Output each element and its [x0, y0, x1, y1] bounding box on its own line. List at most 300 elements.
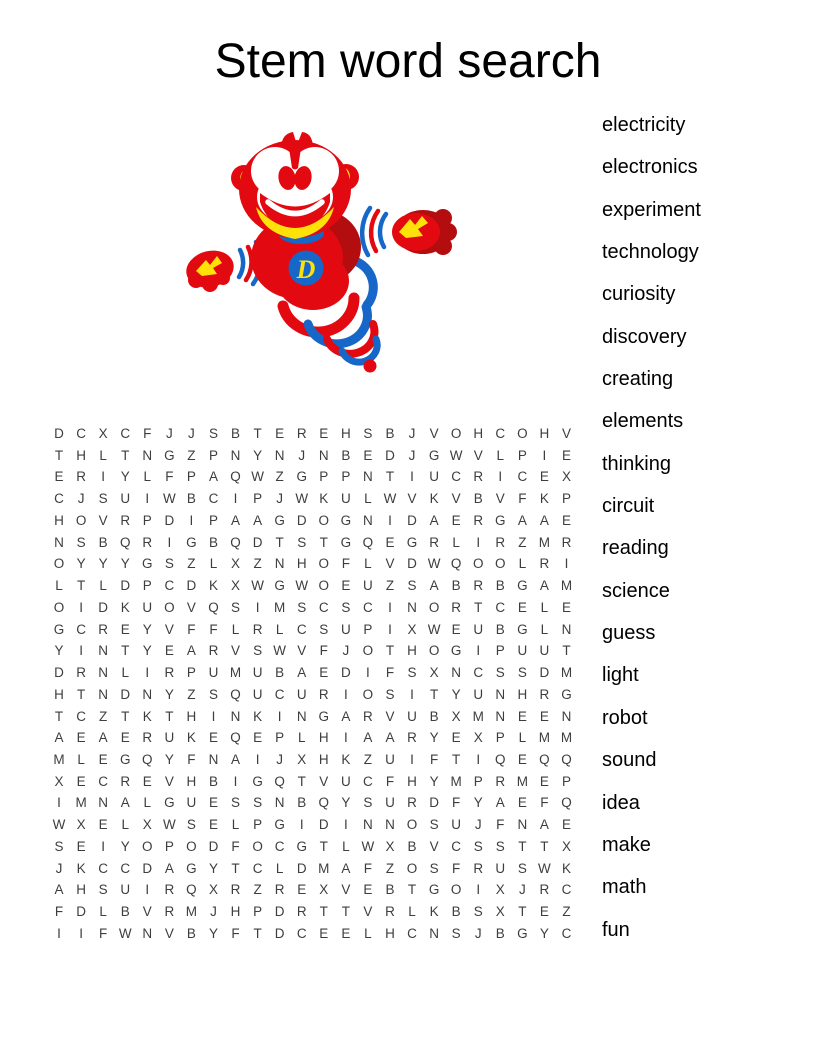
- grid-letter: G: [561, 686, 572, 702]
- grid-letter: K: [429, 491, 439, 507]
- page-title: Stem word search: [214, 35, 602, 88]
- grid-letter: Y: [164, 752, 174, 768]
- grid-letter: V: [451, 491, 461, 507]
- grid-letter: Y: [164, 686, 174, 702]
- grid-letter: I: [410, 469, 414, 485]
- grid-letter: M: [560, 730, 573, 746]
- grid-letter: E: [319, 925, 329, 941]
- grid-letter: C: [76, 621, 86, 637]
- grid-letter: Y: [341, 795, 351, 811]
- grid-letter: S: [473, 838, 483, 854]
- grid-letter: T: [452, 752, 461, 768]
- grid-letter: A: [120, 795, 130, 811]
- word-list-item: electricity: [602, 114, 686, 136]
- grid-letter: H: [407, 773, 417, 789]
- grid-letter: G: [186, 860, 197, 876]
- grid-letter: X: [76, 817, 86, 833]
- grid-letter: G: [274, 817, 285, 833]
- grid-letter: L: [99, 578, 107, 594]
- grid-letter: V: [164, 621, 174, 637]
- grid-letter: C: [363, 773, 373, 789]
- grid-letter: D: [252, 534, 263, 550]
- grid-letter: R: [274, 882, 285, 898]
- grid-letter: R: [120, 512, 131, 528]
- grid-letter: N: [98, 795, 109, 811]
- grid-letter: R: [76, 469, 86, 485]
- grid-letter: I: [255, 599, 260, 615]
- grid-letter: M: [53, 752, 65, 768]
- word-list-item: circuit: [602, 495, 655, 518]
- grid-letter: O: [318, 578, 330, 594]
- grid-letter: U: [340, 491, 351, 507]
- grid-row: [48, 510, 578, 532]
- grid-letter: N: [561, 621, 572, 637]
- grid-letter: P: [561, 491, 571, 507]
- grid-letter: R: [98, 621, 109, 637]
- grid-letter: Y: [120, 469, 130, 485]
- grid-letter: P: [517, 447, 527, 463]
- grid-letter: U: [363, 578, 373, 594]
- grid-letter: I: [299, 817, 304, 833]
- grid-letter: I: [145, 491, 150, 507]
- grid-letter: B: [451, 904, 461, 920]
- grid-letter: F: [209, 621, 218, 637]
- grid-letter: B: [186, 491, 196, 507]
- grid-letter: N: [142, 686, 153, 702]
- grid-letter: F: [231, 925, 240, 941]
- grid-letter: I: [388, 599, 392, 615]
- grid-letter: C: [561, 882, 572, 898]
- grid-letter: E: [363, 882, 373, 898]
- grid-letter: R: [76, 665, 86, 681]
- grid-letter: X: [54, 773, 64, 789]
- grid-letter: A: [98, 730, 108, 746]
- grid-letter: P: [142, 578, 152, 594]
- grid-letter: P: [363, 621, 373, 637]
- grid-letter: J: [342, 643, 350, 659]
- grid-letter: A: [341, 708, 351, 724]
- grid-letter: O: [428, 643, 440, 659]
- grid-letter: L: [518, 730, 527, 746]
- grid-letter: N: [429, 925, 439, 941]
- grid-letter: L: [231, 817, 240, 833]
- grid-letter: G: [428, 447, 440, 463]
- grid-letter: R: [495, 773, 506, 789]
- grid-letter: B: [495, 621, 505, 637]
- grid-row: [48, 771, 578, 793]
- grid-letter: C: [76, 708, 86, 724]
- grid-letter: R: [208, 643, 219, 659]
- grid-letter: B: [98, 534, 108, 550]
- grid-letter: L: [496, 447, 505, 463]
- grid-letter: C: [54, 491, 64, 507]
- grid-letter: A: [231, 512, 241, 528]
- grid-letter: E: [517, 708, 527, 724]
- grid-letter: N: [517, 817, 528, 833]
- grid-letter: M: [185, 904, 198, 920]
- grid-letter: S: [231, 795, 241, 811]
- grid-letter: I: [366, 665, 370, 681]
- mascot-chest-letter: D: [296, 255, 316, 284]
- grid-letter: F: [319, 643, 328, 659]
- grid-letter: E: [517, 795, 527, 811]
- grid-letter: E: [54, 469, 64, 485]
- grid-letter: B: [495, 925, 505, 941]
- grid-letter: G: [406, 534, 418, 550]
- grid-letter: N: [495, 708, 506, 724]
- grid-letter: C: [363, 599, 373, 615]
- word-list-item: science: [602, 579, 670, 602]
- grid-letter: B: [275, 665, 285, 681]
- grid-letter: V: [98, 512, 108, 528]
- grid-letter: I: [476, 752, 481, 768]
- grid-letter: S: [341, 599, 351, 615]
- grid-letter: R: [495, 534, 506, 550]
- grid-letter: I: [410, 686, 414, 702]
- grid-letter: L: [540, 621, 549, 637]
- grid-letter: T: [319, 838, 328, 854]
- grid-letter: E: [142, 773, 152, 789]
- grid-letter: U: [252, 665, 263, 681]
- grid-letter: G: [274, 578, 285, 594]
- grid-letter: O: [186, 838, 197, 854]
- grid-letter: Z: [187, 686, 196, 702]
- grid-letter: E: [561, 599, 571, 615]
- grid-letter: D: [274, 904, 285, 920]
- grid-letter: S: [164, 556, 174, 572]
- mascot-chest-emblem: [289, 251, 324, 286]
- grid-letter: B: [208, 534, 218, 550]
- grid-letter: N: [495, 686, 506, 702]
- grid-row: [48, 532, 578, 554]
- grid-letter: I: [388, 621, 392, 637]
- grid-letter: D: [208, 838, 219, 854]
- grid-letter: N: [54, 534, 64, 550]
- word-list-item: reading: [602, 537, 669, 560]
- grid-letter: L: [518, 556, 527, 572]
- grid-letter: M: [229, 665, 242, 681]
- grid-letter: B: [385, 882, 395, 898]
- grid-letter: B: [186, 925, 196, 941]
- grid-letter: V: [473, 447, 483, 463]
- grid-letter: X: [429, 665, 439, 681]
- grid-letter: N: [363, 817, 373, 833]
- grid-letter: P: [164, 838, 174, 854]
- grid-letter: J: [210, 904, 217, 920]
- grid-letter: E: [561, 512, 571, 528]
- grid-letter: L: [231, 621, 240, 637]
- grid-letter: K: [319, 491, 329, 507]
- grid-letter: R: [407, 730, 417, 746]
- grid-letter: P: [275, 730, 285, 746]
- grid-letter: H: [54, 512, 64, 528]
- grid-letter: U: [385, 795, 395, 811]
- grid-letter: Z: [187, 447, 196, 463]
- grid-letter: E: [98, 752, 108, 768]
- grid-letter: P: [208, 512, 218, 528]
- grid-letter: R: [164, 665, 175, 681]
- grid-letter: E: [385, 534, 395, 550]
- grid-letter: Q: [561, 752, 572, 768]
- grid-letter: S: [429, 817, 439, 833]
- grid-letter: L: [297, 730, 306, 746]
- grid-letter: Q: [230, 469, 241, 485]
- grid-letter: U: [429, 469, 439, 485]
- grid-letter: W: [162, 491, 176, 507]
- grid-letter: I: [57, 795, 61, 811]
- grid-letter: E: [539, 773, 549, 789]
- grid-letter: R: [561, 534, 572, 550]
- grid-row: [48, 879, 578, 901]
- grid-letter: P: [495, 730, 505, 746]
- grid-letter: Y: [451, 686, 461, 702]
- grid-letter: Q: [230, 730, 241, 746]
- grid-letter: T: [54, 447, 64, 463]
- grid-letter: B: [473, 491, 483, 507]
- grid-letter: I: [145, 882, 150, 898]
- grid-letter: E: [539, 469, 549, 485]
- grid-letter: Y: [120, 838, 130, 854]
- grid-letter: I: [211, 708, 216, 724]
- grid-letter: E: [539, 708, 549, 724]
- grid-letter: T: [429, 686, 439, 702]
- grid-letter: Z: [562, 904, 571, 920]
- grid-letter: Y: [142, 621, 152, 637]
- grid-letter: I: [57, 925, 61, 941]
- grid-letter: E: [76, 773, 86, 789]
- grid-letter: J: [276, 491, 284, 507]
- grid-letter: L: [364, 556, 372, 572]
- grid-letter: B: [231, 426, 241, 441]
- grid-letter: X: [231, 578, 241, 594]
- grid-letter: V: [297, 643, 307, 659]
- grid-letter: L: [408, 904, 416, 920]
- grid-letter: G: [340, 512, 352, 528]
- grid-letter: V: [429, 838, 439, 854]
- grid-letter: T: [319, 534, 328, 550]
- grid-letter: Y: [54, 643, 64, 659]
- grid-letter: C: [274, 686, 285, 702]
- grid-letter: R: [539, 556, 550, 572]
- grid-letter: F: [165, 469, 174, 485]
- grid-letter: M: [516, 773, 528, 789]
- grid-letter: S: [297, 534, 307, 550]
- grid-letter: P: [561, 773, 571, 789]
- grid-letter: Q: [230, 686, 241, 702]
- grid-letter: R: [120, 773, 131, 789]
- grid-letter: P: [208, 447, 218, 463]
- grid-letter: C: [120, 860, 131, 876]
- grid-letter: I: [233, 773, 238, 789]
- grid-letter: G: [119, 752, 131, 768]
- grid-letter: V: [385, 556, 395, 572]
- grid-letter: Q: [274, 773, 285, 789]
- grid-letter: E: [319, 426, 329, 441]
- grid-letter: Z: [385, 860, 395, 876]
- grid-letter: P: [253, 817, 263, 833]
- grid-letter: L: [121, 665, 129, 681]
- grid-letter: B: [208, 773, 218, 789]
- grid-letter: H: [186, 773, 197, 789]
- grid-letter: I: [410, 752, 414, 768]
- grid-letter: D: [385, 447, 395, 463]
- grid-letter: Y: [253, 447, 263, 463]
- grid-letter: H: [296, 556, 307, 572]
- grid-letter: N: [208, 752, 219, 768]
- grid-letter: J: [55, 860, 63, 876]
- grid-letter: Q: [208, 599, 219, 615]
- grid-letter: K: [120, 599, 130, 615]
- grid-letter: O: [53, 556, 65, 572]
- grid-letter: V: [363, 904, 373, 920]
- grid-letter: Q: [450, 556, 462, 572]
- grid-letter: V: [319, 773, 329, 789]
- grid-letter: T: [121, 447, 130, 463]
- grid-letter: V: [385, 708, 395, 724]
- grid-row: [48, 923, 578, 945]
- word-list-item: curiosity: [602, 283, 676, 306]
- word-list-item: idea: [602, 791, 640, 814]
- word-list-item: thinking: [602, 452, 671, 475]
- grid-letter: L: [143, 469, 152, 485]
- grid-letter: C: [495, 599, 506, 615]
- grid-letter: I: [498, 469, 503, 485]
- grid-row: [48, 423, 578, 445]
- grid-letter: Y: [120, 556, 130, 572]
- grid-letter: O: [362, 686, 374, 702]
- grid-letter: P: [186, 665, 196, 681]
- grid-letter: O: [75, 512, 87, 528]
- grid-letter: S: [363, 426, 373, 441]
- grid-letter: R: [142, 730, 153, 746]
- grid-letter: E: [451, 621, 461, 637]
- grid-letter: S: [407, 665, 417, 681]
- grid-letter: P: [495, 643, 505, 659]
- grid-letter: L: [275, 621, 284, 637]
- grid-letter: H: [340, 426, 351, 441]
- grid-letter: I: [388, 512, 392, 528]
- word-list-item: creating: [602, 368, 674, 391]
- word-list-item: make: [602, 833, 651, 856]
- grid-letter: J: [188, 426, 195, 441]
- grid-letter: Z: [99, 708, 108, 724]
- grid-letter: E: [98, 817, 108, 833]
- grid-letter: E: [253, 730, 263, 746]
- grid-letter: U: [340, 773, 351, 789]
- grid-letter: T: [474, 599, 483, 615]
- grid-letter: T: [518, 838, 527, 854]
- grid-letter: X: [142, 817, 152, 833]
- grid-letter: G: [517, 925, 528, 941]
- grid-letter: D: [429, 795, 439, 811]
- grid-letter: U: [517, 643, 528, 659]
- grid-letter: L: [342, 838, 350, 854]
- grid-letter: F: [99, 925, 108, 941]
- grid-letter: R: [429, 534, 439, 550]
- word-list-item: electronics: [602, 156, 698, 179]
- grid-letter: A: [54, 730, 64, 746]
- grid-letter: N: [385, 817, 395, 833]
- grid-letter: Y: [473, 795, 483, 811]
- grid-letter: W: [449, 447, 463, 463]
- grid-letter: C: [98, 860, 109, 876]
- grid-letter: Q: [186, 882, 197, 898]
- grid-letter: R: [539, 882, 550, 898]
- grid-letter: F: [54, 904, 64, 920]
- grid-letter: C: [473, 665, 484, 681]
- grid-letter: P: [253, 491, 263, 507]
- grid-letter: L: [77, 752, 85, 768]
- grid-letter: M: [472, 708, 484, 724]
- grid-letter: V: [429, 426, 439, 441]
- grid-letter: U: [539, 643, 550, 659]
- grid-letter: K: [341, 752, 351, 768]
- grid-letter: G: [450, 643, 462, 659]
- grid-letter: T: [341, 904, 350, 920]
- grid-letter: E: [275, 426, 285, 441]
- grid-row: [48, 445, 578, 467]
- grid-letter: G: [53, 621, 65, 637]
- grid-letter: O: [450, 882, 462, 898]
- grid-letter: S: [208, 426, 218, 441]
- grid-letter: F: [452, 860, 461, 876]
- grid-letter: C: [451, 838, 462, 854]
- grid-letter: L: [540, 599, 549, 615]
- grid-row: [48, 466, 578, 488]
- grid-letter: Z: [253, 882, 262, 898]
- grid-letter: S: [98, 882, 108, 898]
- grid-letter: Q: [561, 795, 572, 811]
- grid-letter: V: [186, 599, 196, 615]
- grid-letter: O: [495, 556, 506, 572]
- grid-letter: Z: [187, 556, 196, 572]
- grid-letter: U: [473, 621, 484, 637]
- grid-letter: I: [277, 708, 282, 724]
- grid-letter: C: [296, 621, 307, 637]
- grid-letter: T: [76, 686, 86, 702]
- grid-letter: Z: [518, 534, 527, 550]
- grid-letter: J: [165, 426, 173, 441]
- grid-letter: D: [539, 665, 550, 681]
- grid-letter: G: [318, 708, 330, 724]
- grid-letter: X: [297, 752, 307, 768]
- grid-letter: A: [186, 643, 196, 659]
- grid-letter: N: [98, 665, 109, 681]
- grid-letter: B: [429, 708, 439, 724]
- grid-letter: S: [363, 795, 373, 811]
- grid-letter: U: [473, 686, 484, 702]
- grid-letter: S: [253, 643, 263, 659]
- grid-row: [48, 553, 578, 575]
- grid-letter: X: [495, 882, 505, 898]
- grid-letter: L: [209, 556, 218, 572]
- mascot-left-glove: [182, 246, 237, 293]
- mascot-right-glove: [392, 209, 457, 255]
- grid-letter: A: [208, 469, 218, 485]
- grid-letter: J: [298, 447, 306, 463]
- grid-letter: C: [451, 469, 462, 485]
- grid-letter: S: [98, 491, 108, 507]
- grid-letter: O: [318, 512, 330, 528]
- grid-letter: N: [142, 447, 153, 463]
- grid-letter: F: [187, 621, 196, 637]
- grid-letter: H: [473, 426, 484, 441]
- grid-letter: A: [539, 578, 549, 594]
- grid-letter: B: [495, 578, 505, 594]
- grid-letter: A: [539, 512, 549, 528]
- grid-letter: C: [208, 491, 219, 507]
- grid-row: [48, 836, 578, 858]
